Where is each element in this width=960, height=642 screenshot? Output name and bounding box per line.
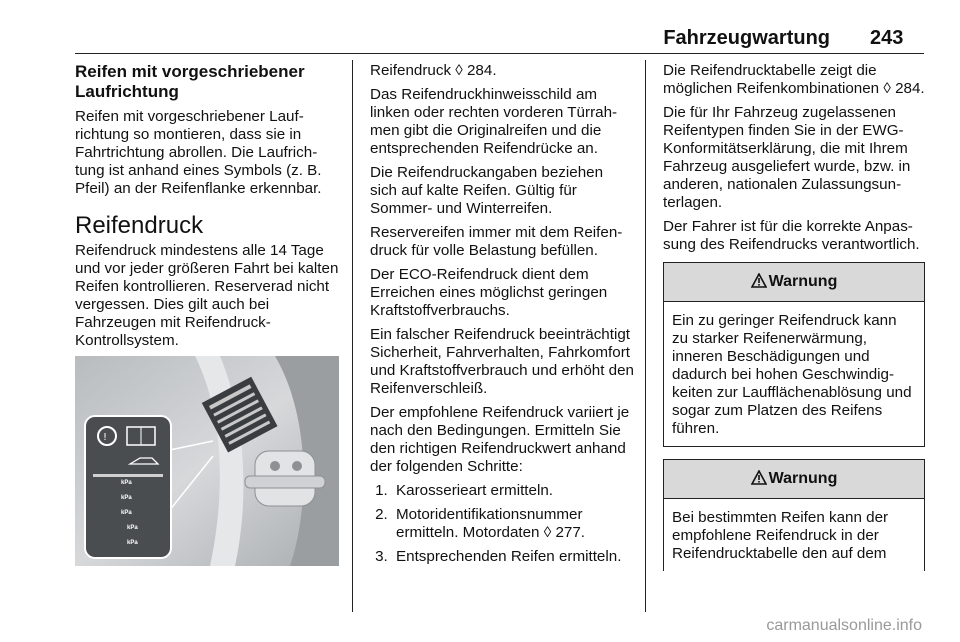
paragraph-wrong-pressure: Ein falscher Reifendruck beeinträchtigt Sicherheit, Fahrverhalten, Fahrkomfort und Kraftstoffverbrauch und erhöht den Reifenverschleiß.	[370, 326, 634, 397]
column-2	[370, 62, 634, 572]
section-heading-direction: Reifen mit vorgeschriebener Laufrichtung	[75, 62, 305, 101]
running-header-title: Fahrzeugwartung	[663, 27, 830, 49]
column-divider-1	[352, 60, 353, 612]
warning-title: Warnung	[768, 470, 838, 487]
warning-body: Bei bestimmten Reifen kann der empfohlene Reifendruck in der Reifendrucktabelle den auf dem	[672, 509, 889, 562]
watermark-footer[interactable]: carmanualsonline.info	[766, 617, 922, 634]
paragraph-cold-tires: Die Reifendruckangaben beziehen sich auf kalte Reifen. Gültig für Sommer- und Winterreifen.	[370, 164, 604, 217]
warning-box-1	[663, 262, 925, 447]
tire-pressure-label-photo	[75, 356, 339, 566]
warning-header	[664, 460, 924, 499]
column-3	[663, 62, 925, 583]
warning-triangle-icon	[751, 470, 767, 485]
paragraph-spare: Reservereifen immer mit dem Reifendruck für volle Belastung befüllen.	[370, 224, 623, 259]
warning-body: Ein zu geringer Reifendruck kann zu starker Reifenerwärmung, inneren Beschädigungen und dadurch bei hohen Geschwindigkeiten zur Laufflächenablösung und sogar zum Platzen des Reifens führen.	[672, 312, 912, 437]
door-frame-illustration	[75, 356, 339, 566]
section-heading-pressure: Reifendruck	[75, 212, 204, 239]
step-item: 1. Karosserieart ermitteln.	[392, 482, 634, 500]
header-rule	[75, 53, 924, 54]
paragraph-pressure: Reifendruck mindestens alle 14 Tage und vor jeder größeren Fahrt bei kalten Reifen kontrollieren. Reserverad nicht vergessen. Dies gilt auch bei Fahrzeugen mit Reifendruck-Kontrollsystem.	[75, 242, 339, 349]
paragraph-crossref: Reifendruck ◊ 284.	[370, 62, 497, 79]
paragraph-direction: Reifen mit vorgeschriebener Laufrichtung so montieren, dass sie in Fahrtrichtung abrollen. Die Laufrichtung ist anhand eines Symbols (z. B. Pfeil) an der Reifenflanke erkennbar.	[75, 108, 322, 197]
label-code-2: kPa	[121, 495, 132, 501]
paragraph-driver-responsibility: Der Fahrer ist für die korrekte Anpassung des Reifendrucks verantwortlich.	[663, 218, 920, 253]
step-item: 2. Motoridentifikationsnummer ermitteln. Motordaten ◊ 277.	[392, 506, 634, 542]
warning-header	[664, 263, 924, 302]
column-divider-2	[645, 60, 646, 612]
steps-list	[370, 482, 634, 566]
column-1	[75, 62, 341, 566]
paragraph-eco: Der ECO-Reifendruck dient dem Erreichen eines möglichst geringen Kraftstoffverbrauchs.	[370, 266, 608, 319]
warning-title: Warnung	[768, 273, 838, 290]
step-item: 3. Entsprechenden Reifen ermitteln.	[392, 548, 634, 566]
page-number: 243	[870, 27, 904, 49]
label-code-4: kPa	[127, 525, 138, 531]
paragraph-approved-types: Die für Ihr Fahrzeug zugelassenen Reifentypen finden Sie in der EWG-Konformitätserklärung, die mit Ihrem Fahrzeug ausgeliefert wurde, bzw. in anderen, nationalen Zulassungsunterlagen.	[663, 104, 911, 211]
label-code-3: kPa	[121, 510, 132, 516]
label-code-1: kPa	[121, 480, 132, 486]
paragraph-recommended: Der empfohlene Reifendruck variiert je nach den Bedingungen. Ermitteln Sie den richtigen Reifendruckwert anhand der folgenden Schritte:	[370, 404, 630, 475]
label-code-5: kPa	[127, 540, 138, 546]
paragraph-label-location: Das Reifendruckhinweisschild am linken oder rechten vorderen Türrahmen gibt die Originalreifen und die entsprechenden Reifendrücke an.	[370, 86, 618, 157]
warning-triangle-icon	[751, 273, 767, 288]
paragraph-table: Die Reifendrucktabelle zeigt die möglichen Reifenkombinationen ◊ 284.	[663, 62, 925, 97]
svg-text:!: !	[103, 432, 108, 443]
warning-box-2	[663, 459, 925, 571]
